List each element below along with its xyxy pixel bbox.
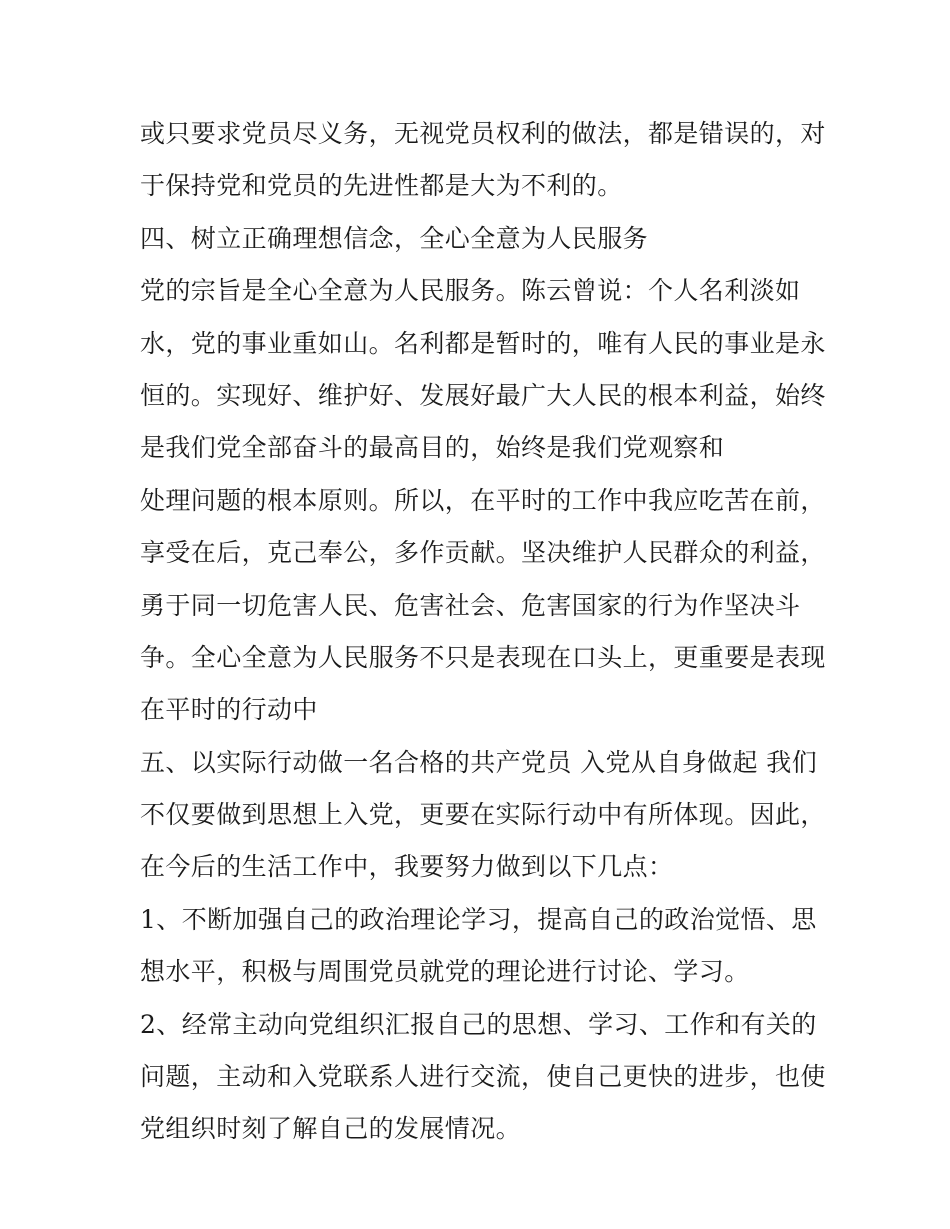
list-item: 1、不断加强自己的政治理论学习，提高自己的政治觉悟、思 [140, 904, 817, 934]
text-line: 不仅要做到思想上入党，更要在实际行动中有所体现。因此， [140, 800, 826, 830]
section-heading: 四、树立正确理想信念，全心全意为人民服务 [140, 223, 649, 253]
text-line: 于保持党和党员的先进性都是大为不利的。 [140, 171, 623, 201]
text-line: 勇于同一切危害人民、危害社会、危害国家的行为作坚决斗 [140, 590, 801, 620]
text-line: 享受在后，克己奉公，多作贡献。坚决维护人民群众的利益， [140, 538, 826, 568]
text-line: 在平时的行动中 [140, 695, 318, 725]
list-item: 2、经常主动向党组织汇报自己的思想、学习、工作和有关的 [140, 1009, 817, 1039]
text-line: 党的宗旨是全心全意为人民服务。陈云曾说：个人名利淡如 [140, 276, 801, 306]
text-line: 在今后的生活工作中，我要努力做到以下几点： [140, 852, 674, 882]
text-line: 处理问题的根本原则。所以，在平时的工作中我应吃苦在前， [140, 485, 826, 515]
document-body [140, 108, 830, 1156]
text-line: 水，党的事业重如山。名利都是暂时的，唯有人民的事业是永 [140, 328, 826, 358]
text-line: 或只要求党员尽义务，无视党员权利的做法，都是错误的，对 [140, 119, 826, 148]
text-line: 党组织时刻了解自己的发展情况。 [140, 1114, 522, 1144]
text-line: 恒的。实现好、维护好、发展好最广大人民的根本利益，始终 [140, 380, 826, 410]
text-line: 问题，主动和入党联系人进行交流，使自己更快的进步，也使 [140, 1062, 826, 1092]
section-heading: 五、以实际行动做一名合格的共产党员 入党从自身做起 我们 [140, 747, 818, 777]
text-line: 争。全心全意为人民服务不只是表现在口头上，更重要是表现 [140, 642, 826, 672]
text-line: 想水平，积极与周围党员就党的理论进行讨论、学习。 [140, 957, 750, 987]
text-line: 是我们党全部奋斗的最高目的，始终是我们党观察和 [140, 433, 725, 463]
